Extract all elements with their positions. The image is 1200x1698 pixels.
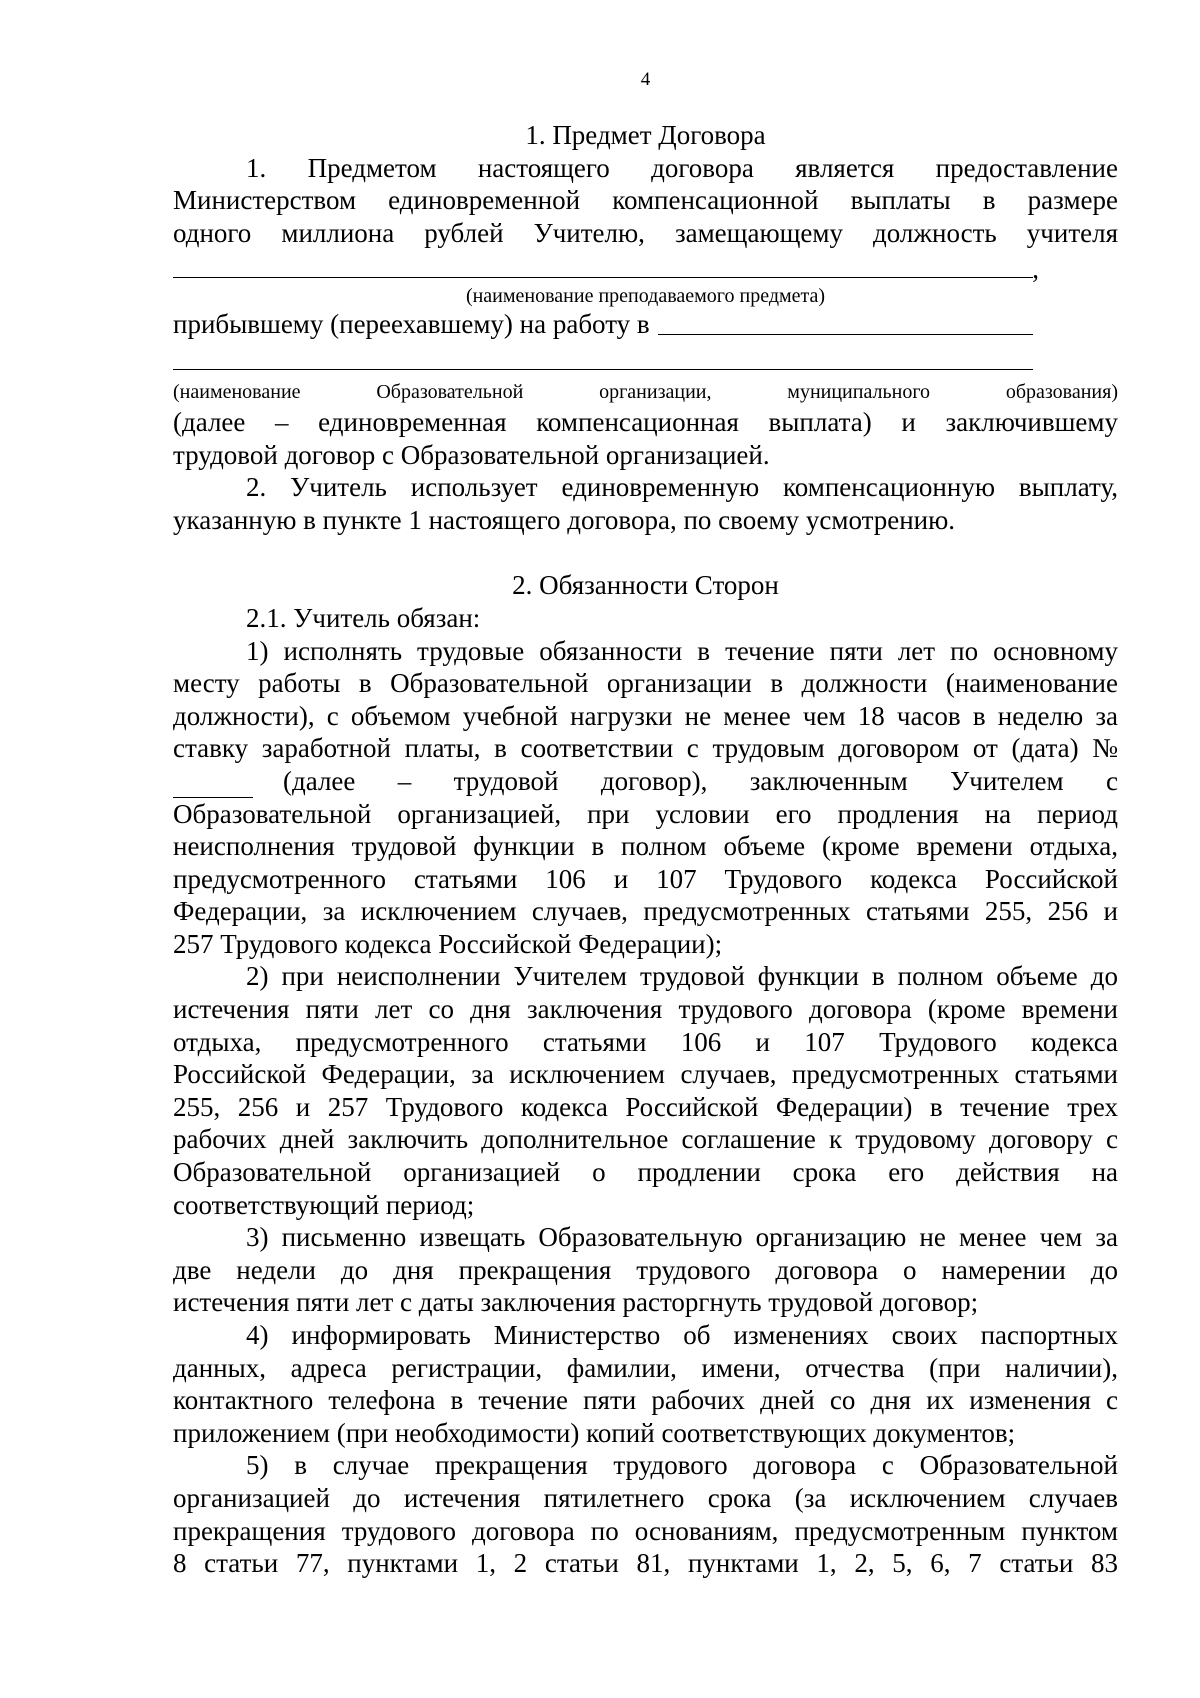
text-line: Российской Федерации, за исключением случаев, предусмотренных статьями — [173, 1059, 1118, 1090]
text-line: 3) письменно извещать Образовательную организацию не менее чем за — [246, 1222, 1118, 1253]
text-line: Образовательной организацией о продлении срока его действия на — [173, 1157, 1118, 1188]
text-line: предусмотренного статьями 106 и 107 Трудового кодекса Российской — [173, 863, 1118, 894]
text-line: 8 статьи 77, пунктами 1, 2 статьи 81, пунктами 1, 2, 5, 6, 7 статьи 83 — [173, 1548, 1118, 1579]
section-title: 1. Предмет Договора — [525, 120, 766, 150]
text-line: соответствующий период; — [173, 1189, 475, 1220]
text-line: прекращения трудового договора по основаниям, предусмотренным пунктом — [173, 1515, 1118, 1546]
text-line: 255, 256 и 257 Трудового кодекса Российской Федерации) в течение трех — [173, 1091, 1118, 1122]
arrived-blank — [658, 312, 1033, 335]
list-item — [173, 635, 1118, 961]
document-body — [173, 119, 1118, 1580]
text-line: трудовой договор с Образовательной организацией. — [173, 439, 770, 470]
subject-blank-line — [173, 251, 1039, 284]
text-line: месту работы в Образовательной организации в должности (наименование — [173, 668, 1118, 699]
text-line: 4) информировать Министерство об изменениях своих паспортных — [246, 1320, 1118, 1350]
text-line: 257 Трудового кодекса Российской Федерации); — [173, 928, 723, 959]
text-line: одного миллиона рублей Учителю, замещающему должность учителя — [173, 217, 1118, 248]
text-line: Федерации, за исключением случаев, предусмотренных статьями 255, 256 и — [173, 896, 1118, 927]
text-line: должности), с объемом учебной нагрузки не менее чем 18 часов в неделю за — [173, 700, 1118, 731]
paragraph — [173, 406, 1118, 471]
text-line: рабочих дней заключить дополнительное соглашение к трудовому договору с — [173, 1124, 1118, 1155]
list-item — [173, 960, 1118, 1221]
paragraph — [173, 471, 1118, 536]
text-line: истечения пяти лет с даты заключения расторгнуть трудовой договор; — [173, 1287, 979, 1318]
comma: , — [1032, 253, 1039, 284]
text-line: ставку заработной платы, в соответствии с трудовым договором от (дата) № — [173, 733, 1118, 764]
text-line: Образовательной организацией, при условии его продления на период — [173, 798, 1118, 829]
page-number: 4 — [640, 69, 651, 90]
text-line: отдыха, предусмотренного статьями 106 и 107 Трудового кодекса — [173, 1026, 1118, 1057]
list-item — [173, 1449, 1118, 1579]
text-line: (далее – единовременная компенсационная выплата) и заключившему — [173, 406, 1118, 437]
caption-subject: (наименование преподаваемого предмета) — [465, 285, 826, 308]
text-line: контактного телефона в течение пяти рабочих дней со дня их изменения с — [173, 1385, 1118, 1416]
list-item — [173, 1319, 1118, 1449]
org-blank-line — [173, 347, 1033, 370]
text-line: 5) в случае прекращения трудового договора с Образовательной — [246, 1450, 1118, 1481]
text-line: (далее – трудовой договор), заключенным Учителем с — [283, 765, 1118, 796]
text-line: неисполнения трудовой функции в полном объеме (кроме времени отдыха, — [173, 831, 1118, 862]
text-line: 1) исполнять трудовые обязанности в течение пяти лет по основному — [246, 635, 1118, 666]
caption-org: (наименование Образовательной организации, муниципального образования) — [173, 380, 1118, 403]
text-line: организацией до истечения пятилетнего срока (за исключением случаев — [173, 1482, 1118, 1513]
contract-number-line — [173, 765, 1118, 798]
text-line: данных, адреса регистрации, фамилии, имени, отчества (при наличии), — [173, 1352, 1118, 1383]
text-line: 1. Предметом настоящего договора является предоставление — [246, 152, 1118, 183]
text-line: 2. Учитель использует единовременную компенсационную выплату, — [246, 472, 1118, 503]
text-line: 2) при неисполнении Учителем трудовой функции в полном объеме до — [246, 961, 1118, 992]
text-line: указанную в пункте 1 настоящего договора, по своему усмотрению. — [173, 504, 956, 535]
section-title: 2. Обязанности Сторон — [512, 570, 779, 601]
contract-number-blank — [173, 773, 253, 798]
arrived-text: прибывшему (переехавшему) на работу в — [173, 309, 650, 340]
subsection-title: 2.1. Учитель обязан: — [246, 602, 481, 633]
text-line: две недели до дня прекращения трудового договора о намерении до — [173, 1254, 1118, 1285]
text-line: истечения пяти лет со дня заключения трудового договора (кроме времени — [173, 994, 1118, 1025]
arrived-line — [173, 308, 1033, 341]
list-item — [173, 1221, 1118, 1319]
spacer — [173, 536, 1118, 569]
text-line: Министерством единовременной компенсационной выплаты в размере — [173, 185, 1118, 216]
text-line: приложением (при необходимости) копий соответствующих документов; — [173, 1417, 1016, 1448]
paragraph — [173, 152, 1118, 250]
